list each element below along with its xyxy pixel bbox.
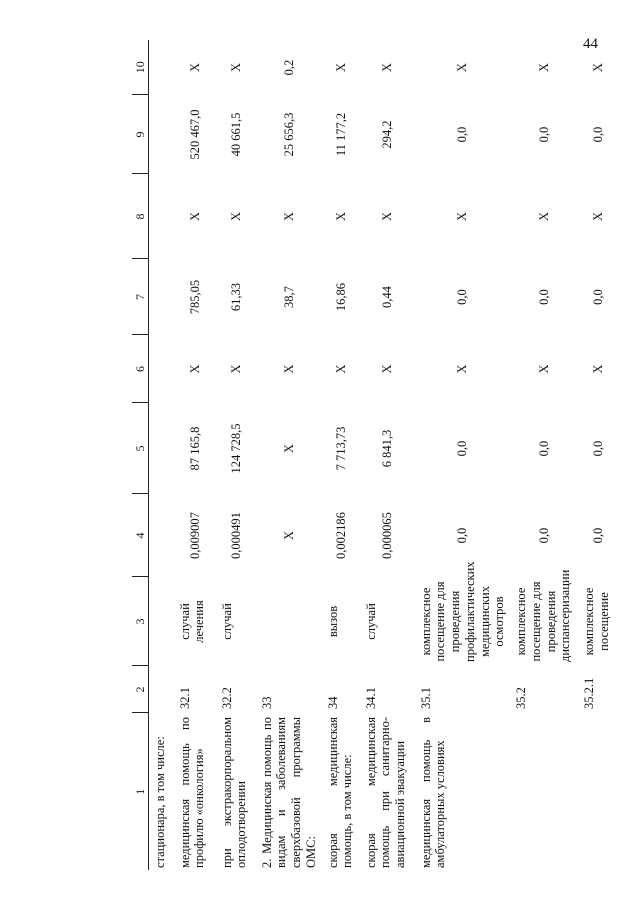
table-cell: X xyxy=(187,62,202,73)
table-cell: 11 177,2 xyxy=(333,112,348,157)
table-cell: 0,0 xyxy=(537,440,552,457)
table-cell: 0,0 xyxy=(537,126,552,143)
row-unit: случай xyxy=(363,603,378,640)
row-description: скорая медицинская помощь при санитарно-авиационной эвакуации xyxy=(363,717,407,868)
table-cell: 0,0 xyxy=(455,440,470,457)
table-cell: 0,009007 xyxy=(187,512,202,559)
column-header: 4 xyxy=(132,494,149,577)
table-row xyxy=(361,40,416,870)
table-cell xyxy=(149,95,175,174)
row-code: 34.1 xyxy=(363,687,378,709)
rotated-table-container xyxy=(132,40,611,870)
row-code: 35.2.1 xyxy=(582,677,596,709)
row-code: 33 xyxy=(259,696,274,709)
table-cell: 294,2 xyxy=(380,120,395,149)
row-unit: случай xyxy=(219,603,234,640)
column-header: 10 xyxy=(132,40,149,95)
column-header: 9 xyxy=(132,95,149,174)
table-cell: 25 656,3 xyxy=(281,112,296,157)
row-code: 32.2 xyxy=(219,687,234,709)
table-cell: X xyxy=(455,62,470,73)
table-row xyxy=(257,40,323,870)
row-unit: комплексное посещение xyxy=(582,587,611,656)
column-header: 5 xyxy=(132,403,149,494)
row-code: 34 xyxy=(325,696,340,709)
table-cell: X xyxy=(333,62,348,73)
table-cell: 0,002186 xyxy=(333,512,348,559)
table-cell: 0,0 xyxy=(455,126,470,143)
row-code: 35.2 xyxy=(514,687,528,709)
column-header: 7 xyxy=(132,259,149,335)
table-cell: X xyxy=(187,364,202,374)
table-cell: X xyxy=(380,211,395,222)
row-description: при экстракорпоральном оплодотворении xyxy=(219,717,249,868)
table-cell: 6 841,3 xyxy=(380,429,395,468)
row-description: медицинская помощь по профилю «онкология» xyxy=(177,717,207,868)
table-cell: X xyxy=(380,364,395,374)
table-cell: X xyxy=(537,211,552,222)
table-cell: 7 713,73 xyxy=(333,426,348,471)
table-cell: X xyxy=(281,364,296,374)
row-code: 35.1 xyxy=(418,687,433,709)
column-header: 8 xyxy=(132,174,149,259)
table-cell xyxy=(149,335,175,403)
table-cell: 0,0 xyxy=(591,289,606,305)
table-cell: 0,0 xyxy=(455,289,470,305)
table-cell: X xyxy=(333,364,348,374)
table-cell xyxy=(149,403,175,494)
row-unit: вызов xyxy=(325,605,340,638)
table-cell: X xyxy=(591,62,606,73)
row-code: 32.1 xyxy=(177,687,192,709)
table-cell: X xyxy=(455,211,470,222)
table-cell: 38,7 xyxy=(281,286,296,308)
row-description: стационара, в том числе: xyxy=(153,736,167,868)
table-header-row xyxy=(132,40,149,870)
data-table xyxy=(132,40,619,870)
row-unit xyxy=(257,577,323,666)
row-description xyxy=(579,713,619,870)
table-cell xyxy=(149,494,175,577)
table-cell: X xyxy=(187,211,202,222)
row-description: скорая медицинская помощь, в том числе: xyxy=(325,717,355,868)
table-cell: 0,0 xyxy=(537,527,552,544)
row-description: медицинская помощь в амбулаторных условиях xyxy=(418,717,448,868)
table-cell xyxy=(149,40,175,95)
table-cell: X xyxy=(281,530,296,541)
column-header: 3 xyxy=(132,577,149,666)
table-cell: X xyxy=(591,211,606,222)
table-row xyxy=(149,40,175,870)
table-cell xyxy=(149,259,175,335)
table-cell: 40 661,5 xyxy=(228,112,243,157)
table-cell: 0,000065 xyxy=(380,512,395,559)
table-cell: X xyxy=(537,364,552,374)
row-unit: случай лечения xyxy=(177,600,207,643)
table-cell: 520 467,0 xyxy=(187,109,202,160)
table-cell: X xyxy=(591,364,606,374)
table-cell: 0,0 xyxy=(591,126,606,143)
column-header: 6 xyxy=(132,335,149,403)
row-description xyxy=(511,713,579,870)
table-cell: X xyxy=(228,62,243,73)
table-cell: 0,0 xyxy=(591,440,606,457)
table-cell: 0,2 xyxy=(281,59,296,76)
table-cell: X xyxy=(455,364,470,374)
table-cell: X xyxy=(333,211,348,222)
table-cell: 0,0 xyxy=(591,527,606,544)
table-cell: 0,0 xyxy=(455,527,470,544)
table-cell: X xyxy=(380,62,395,73)
table-row xyxy=(217,40,257,870)
table-cell: X xyxy=(228,364,243,374)
row-description: 2. Медицинская помощь по видам и заболеваниям сверхбазовой программы ОМС: xyxy=(259,717,318,868)
row-unit: комплексное посещение для проведения диспансеризации xyxy=(514,569,573,662)
table-cell: X xyxy=(537,62,552,73)
table-cell: 61,33 xyxy=(228,282,243,312)
column-header: 2 xyxy=(132,666,149,713)
table-cell: 0,44 xyxy=(380,286,395,308)
table-row xyxy=(416,40,512,870)
table-cell: 87 165,8 xyxy=(187,426,202,471)
table-cell: 0,000491 xyxy=(228,512,243,559)
table-cell: X xyxy=(281,443,296,454)
table-row xyxy=(323,40,361,870)
table-row xyxy=(579,40,619,870)
column-header: 1 xyxy=(132,713,149,870)
row-code xyxy=(149,666,175,713)
page-number: 44 xyxy=(583,36,598,52)
row-unit xyxy=(149,577,175,666)
table-row xyxy=(511,40,579,870)
table-cell: 0,0 xyxy=(537,289,552,305)
table-row xyxy=(175,40,217,870)
table-cell: 16,86 xyxy=(333,282,348,312)
table-cell: X xyxy=(228,211,243,222)
table-cell: 785,05 xyxy=(187,279,202,315)
row-unit: комплексное посещение для проведения профилактических медицинских осмотров xyxy=(418,561,507,662)
table-cell: X xyxy=(281,211,296,222)
table-cell: 124 728,5 xyxy=(228,423,243,474)
table-cell xyxy=(149,174,175,259)
